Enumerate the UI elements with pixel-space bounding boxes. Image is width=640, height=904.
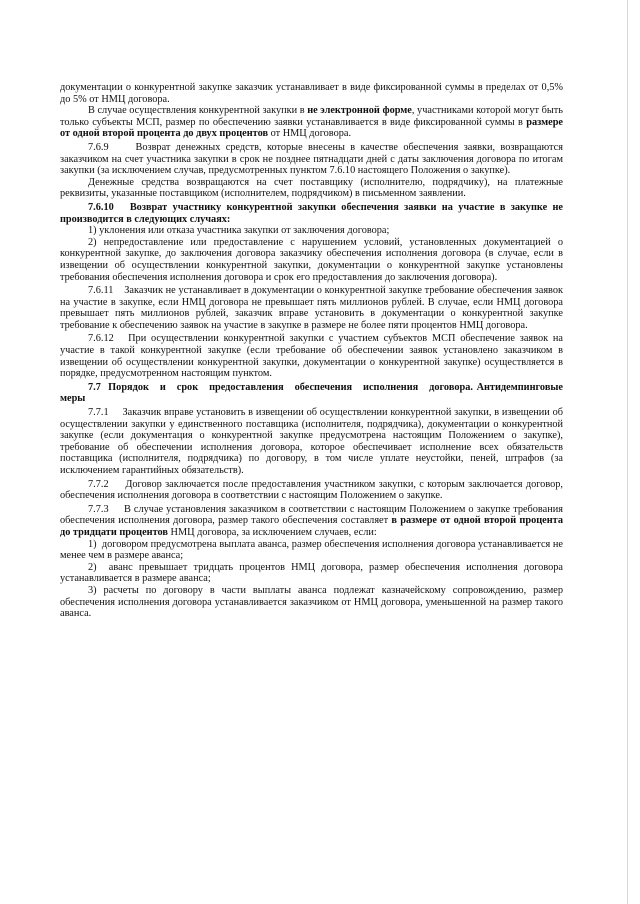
text-run: 7.7.3 В случае установления заказчиком в соответствии с настоящим Положением о закупке требования обеспечения исполнения договора, размер такого обеспечения составляет [60,503,563,527]
paragraph-7-6-9: 7.6.9 Возврат денежных средств, которые внесены в качестве обеспечения заявки, возвращаются заказчиком на счет участника закупки в срок не позднее пятнадцати дней с даты заключения договора по итогам закупки (за исключением случав, предусмотренных пунктом 7.6.10 настоящего Положения о закупке). [60,141,563,177]
paragraph-7-7-2: 7.7.2 Договор заключается после предоставления участником закупки, с которым заключается договор, обеспечения исполнения договора в соответствии с настоящим Положением о закупке. [60,478,563,502]
paragraph-7-6-12: 7.6.12 При осуществлении конкурентной закупки с участием субъектов МСП обеспечение заявок на участие в такой конкурентной закупке (если требование об обеспечении заявок установлено заказчиком в извещении об осуществлении конкурентной закупки, документации о конкурентной закупке) осуществляется в порядке, предусмотренном настоящим пунктом. [60,333,563,380]
scan-edge-line [627,0,628,904]
text-run: НМЦ договора, за исключением случаев, если: [167,526,377,538]
bold-run: размере от одной второй процента до двух процентов [60,116,563,140]
text-run: В случае осуществления конкурентной закупки в [88,105,308,117]
paragraph-continuation: документации о конкурентной закупке заказчик устанавливает в виде фиксированной суммы в пределах от 0,5% до 5% от НМЦ договора. [60,82,563,105]
paragraph-7-7-1: 7.7.1 Заказчик вправе установить в извещении об осуществлении конкурентной закупки, в извещении об осуществлении закупки у единственного поставщика (исполнителя, подрядчика), документации о конкурентной закупке (если документация о конкурентной закупке предусмотрена настоящим Положением о закупке), требование об обеспечении исполнения договора, которое обеспечивает исполнение всех обязательств поставщика (исполнителя, подрядчика) по договору, в том числе уплате неустойки, пеней, штрафов (за исключением гарантийных обязательств). [60,407,563,476]
paragraph-7-6-11: 7.6.11 Заказчик не устанавливает в документации о конкурентной закупке требование обеспечения заявок на участие в закупке, если НМЦ договора не превышает пять миллионов рублей. В случае, если НМЦ договора превышает пять миллионов рублей, заказчик вправе установить в документации о конкурентной закупке требование к обеспечению заявок на участие в закупке в размере не более пяти процентов НМЦ договора. [60,285,563,331]
text-run: , участниками которой могут быть только субъекты МСП, размер по обеспечению заявки устанавливается в виде фиксированной суммы в [60,105,563,128]
paragraph-7-7-3 [60,504,563,539]
paragraph-non-electronic-form [60,105,563,140]
paragraph-refund-account: Денежные средства возвращаются на счет поставщику (исполнителю, подрядчику), на платежные реквизиты, указанные поставщиком (исполнителем, подрядчиком) в письменном заявлении. [60,176,563,200]
text-run: от НМЦ договора. [268,128,352,140]
list-item-2: 2) непредоставление или предоставление с нарушением условий, установленных документацией о конкурентной закупке, до заключения договора заказчику обеспечения исполнения договора (в случае, если в извещении об осуществлении конкурентной закупки, документации о конкурентной закупке установлены требования обеспечения исполнения договора и срок его предоставления до заключения договора). [60,236,563,283]
sub-item-3: 3) расчеты по договору в части выплаты аванса подлежат казначейскому сопровождению, размер обеспечения исполнения договора устанавливается заказчиком от НМЦ договора, уменьшенной на размер такого аванса. [60,584,563,620]
bold-run: в размере от одной второй процента до тридцати процентов [60,515,563,538]
list-item-1: 1) уклонения или отказа участника закупки от заключения договора; [88,225,390,237]
heading-7-6-10: 7.6.10 Возврат участнику конкурентной закупки обеспечения заявки на участие в закупке не производится в следующих случаях: [60,201,563,225]
document-body [60,82,563,620]
sub-item-1: 1) договором предусмотрена выплата аванса, размер обеспечения исполнения договора устанавливается не менее чем в размере аванса; [60,538,563,562]
sub-item-2: 2) аванс превышает тридцать процентов НМЦ договора, размер обеспечения исполнения договора устанавливается в размере аванса; [60,561,563,585]
heading-7-7: 7.7 Порядок и срок предоставления обеспечения исполнения договора. Антидемпинговые меры [60,381,563,405]
bold-run: не электронной форме [307,105,412,117]
